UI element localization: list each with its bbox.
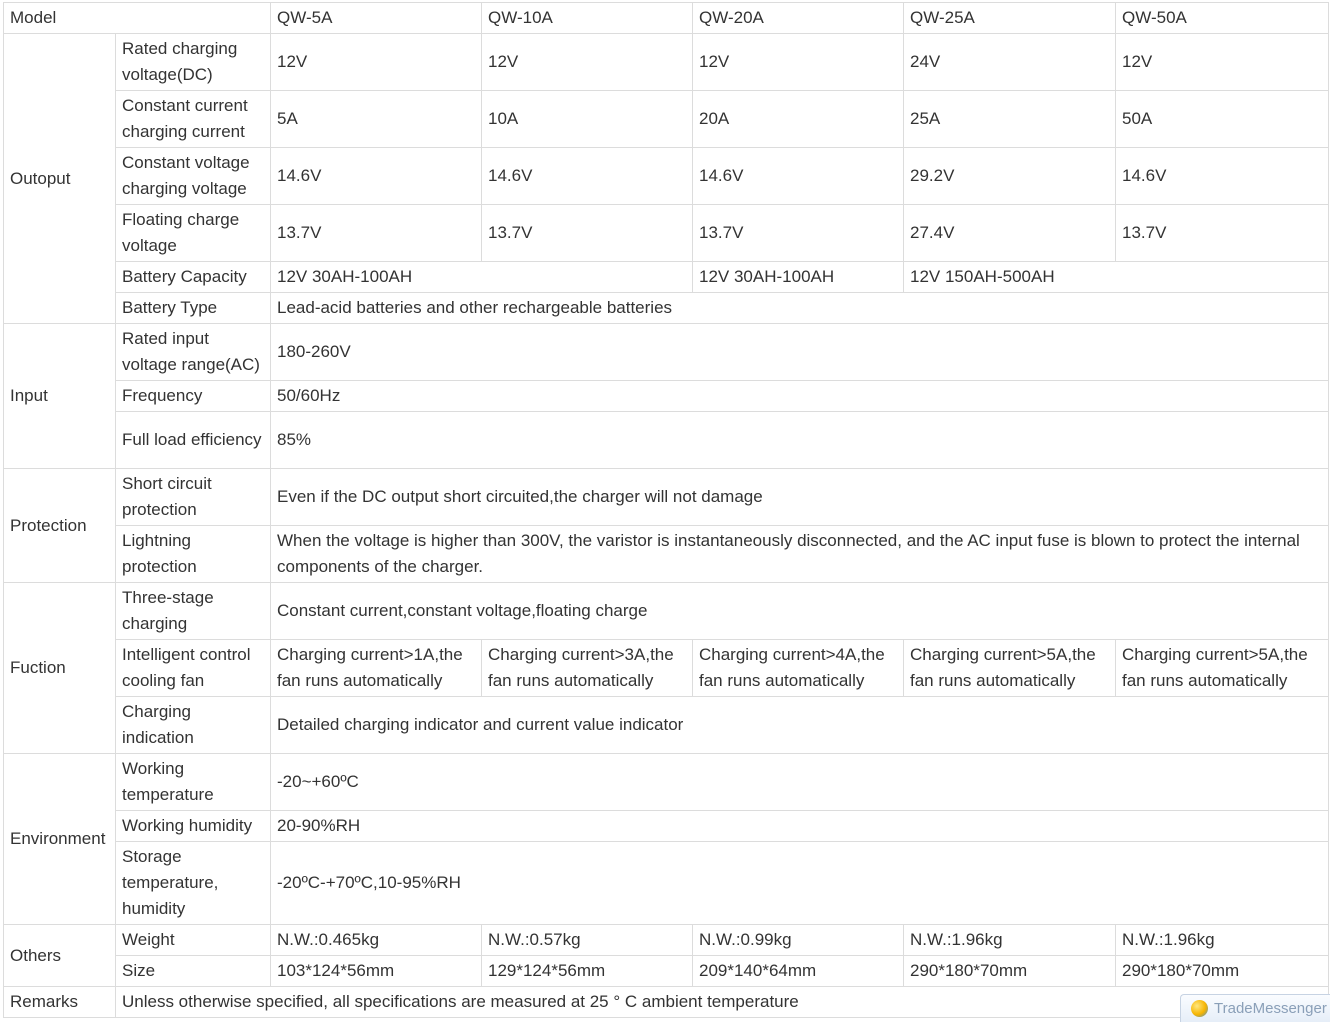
table-cell: 12V 30AH-100AH bbox=[271, 262, 693, 293]
table-cell: 290*180*70mm bbox=[1116, 956, 1329, 987]
group-function-label: Fuction bbox=[4, 583, 116, 754]
table-row bbox=[4, 469, 1329, 526]
model-label: Model bbox=[4, 3, 271, 34]
row-label: Frequency bbox=[116, 381, 271, 412]
table-cell: 12V bbox=[693, 34, 904, 91]
row-label: Lightning protection bbox=[116, 526, 271, 583]
row-label: Size bbox=[116, 956, 271, 987]
group-output-label: Outoput bbox=[4, 34, 116, 324]
group-input-label: Input bbox=[4, 324, 116, 469]
table-row bbox=[4, 262, 1329, 293]
table-cell: Charging current>4A,the fan runs automatically bbox=[693, 640, 904, 697]
table-cell: N.W.:0.99kg bbox=[693, 925, 904, 956]
table-row bbox=[4, 34, 1329, 91]
table-row bbox=[4, 987, 1329, 1018]
model-name: QW-20A bbox=[693, 3, 904, 34]
table-cell: 14.6V bbox=[482, 148, 693, 205]
table-cell: 85% bbox=[271, 412, 1329, 469]
model-name: QW-50A bbox=[1116, 3, 1329, 34]
table-cell: 13.7V bbox=[693, 205, 904, 262]
table-cell: N.W.:1.96kg bbox=[904, 925, 1116, 956]
row-label: Weight bbox=[116, 925, 271, 956]
table-cell: 29.2V bbox=[904, 148, 1116, 205]
table-cell: 10A bbox=[482, 91, 693, 148]
table-cell: 20-90%RH bbox=[271, 811, 1329, 842]
row-label: Short circuit protection bbox=[116, 469, 271, 526]
table-row bbox=[4, 148, 1329, 205]
table-row bbox=[4, 205, 1329, 262]
table-row bbox=[4, 91, 1329, 148]
row-label: Constant voltage charging voltage bbox=[116, 148, 271, 205]
table-cell: 14.6V bbox=[271, 148, 482, 205]
row-label: Floating charge voltage bbox=[116, 205, 271, 262]
model-name: QW-10A bbox=[482, 3, 693, 34]
table-cell: N.W.:0.57kg bbox=[482, 925, 693, 956]
row-label: Battery Type bbox=[116, 293, 271, 324]
table-cell: Constant current,constant voltage,floating charge bbox=[271, 583, 1329, 640]
table-row bbox=[4, 754, 1329, 811]
row-label: Working temperature bbox=[116, 754, 271, 811]
table-cell: 12V 150AH-500AH bbox=[904, 262, 1329, 293]
table-cell: 50/60Hz bbox=[271, 381, 1329, 412]
table-row bbox=[4, 381, 1329, 412]
trademessenger-icon bbox=[1191, 1000, 1208, 1017]
row-label: Constant current charging current bbox=[116, 91, 271, 148]
table-cell: 290*180*70mm bbox=[904, 956, 1116, 987]
row-label: Three-stage charging bbox=[116, 583, 271, 640]
table-cell: Charging current>3A,the fan runs automatically bbox=[482, 640, 693, 697]
table-row bbox=[4, 412, 1329, 469]
row-label: Working humidity bbox=[116, 811, 271, 842]
row-label: Full load efficiency bbox=[116, 412, 271, 469]
spec-table bbox=[3, 2, 1329, 1018]
table-row bbox=[4, 697, 1329, 754]
table-cell: 14.6V bbox=[693, 148, 904, 205]
row-label: Charging indication bbox=[116, 697, 271, 754]
table-cell: 24V bbox=[904, 34, 1116, 91]
table-row bbox=[4, 925, 1329, 956]
group-others-label: Others bbox=[4, 925, 116, 987]
table-row bbox=[4, 526, 1329, 583]
group-remarks-label: Remarks bbox=[4, 987, 116, 1018]
table-cell: -20~+60ºC bbox=[271, 754, 1329, 811]
table-cell: Lead-acid batteries and other rechargeable batteries bbox=[271, 293, 1329, 324]
remarks-text: Unless otherwise specified, all specifications are measured at 25 ° C ambient temperature bbox=[116, 987, 1329, 1018]
header-row bbox=[4, 3, 1329, 34]
group-protection-label: Protection bbox=[4, 469, 116, 583]
table-cell: 209*140*64mm bbox=[693, 956, 904, 987]
row-label: Intelligent control cooling fan bbox=[116, 640, 271, 697]
table-cell: 50A bbox=[1116, 91, 1329, 148]
table-cell: Charging current>5A,the fan runs automatically bbox=[904, 640, 1116, 697]
table-cell: N.W.:0.465kg bbox=[271, 925, 482, 956]
table-row bbox=[4, 293, 1329, 324]
table-cell: 12V 30AH-100AH bbox=[693, 262, 904, 293]
model-name: QW-5A bbox=[271, 3, 482, 34]
table-cell: 103*124*56mm bbox=[271, 956, 482, 987]
table-cell: 13.7V bbox=[271, 205, 482, 262]
table-row bbox=[4, 811, 1329, 842]
table-cell: Even if the DC output short circuited,the charger will not damage bbox=[271, 469, 1329, 526]
table-cell: 180-260V bbox=[271, 324, 1329, 381]
row-label: Rated charging voltage(DC) bbox=[116, 34, 271, 91]
table-cell: 5A bbox=[271, 91, 482, 148]
table-cell: Detailed charging indicator and current value indicator bbox=[271, 697, 1329, 754]
table-cell: Charging current>1A,the fan runs automatically bbox=[271, 640, 482, 697]
table-row bbox=[4, 640, 1329, 697]
trademessenger-label: TradeMessenger bbox=[1214, 1000, 1327, 1017]
row-label: Rated input voltage range(AC) bbox=[116, 324, 271, 381]
table-cell: 20A bbox=[693, 91, 904, 148]
table-cell: -20ºC-+70ºC,10-95%RH bbox=[271, 842, 1329, 925]
table-cell: 27.4V bbox=[904, 205, 1116, 262]
table-cell: 12V bbox=[1116, 34, 1329, 91]
table-cell: 13.7V bbox=[1116, 205, 1329, 262]
table-cell: 25A bbox=[904, 91, 1116, 148]
group-environment-label: Environment bbox=[4, 754, 116, 925]
table-cell: 14.6V bbox=[1116, 148, 1329, 205]
table-cell: 13.7V bbox=[482, 205, 693, 262]
table-row bbox=[4, 324, 1329, 381]
trademessenger-button[interactable] bbox=[1180, 994, 1330, 1022]
table-cell: 12V bbox=[271, 34, 482, 91]
table-cell: N.W.:1.96kg bbox=[1116, 925, 1329, 956]
table-cell: Charging current>5A,the fan runs automatically bbox=[1116, 640, 1329, 697]
table-cell: 12V bbox=[482, 34, 693, 91]
row-label: Storage temperature, humidity bbox=[116, 842, 271, 925]
table-row bbox=[4, 842, 1329, 925]
table-row bbox=[4, 583, 1329, 640]
row-label: Battery Capacity bbox=[116, 262, 271, 293]
table-cell: When the voltage is higher than 300V, the varistor is instantaneously disconnected, and the AC input fuse is blown to protect the internal components of the charger. bbox=[271, 526, 1329, 583]
model-name: QW-25A bbox=[904, 3, 1116, 34]
table-cell: 129*124*56mm bbox=[482, 956, 693, 987]
table-row bbox=[4, 956, 1329, 987]
